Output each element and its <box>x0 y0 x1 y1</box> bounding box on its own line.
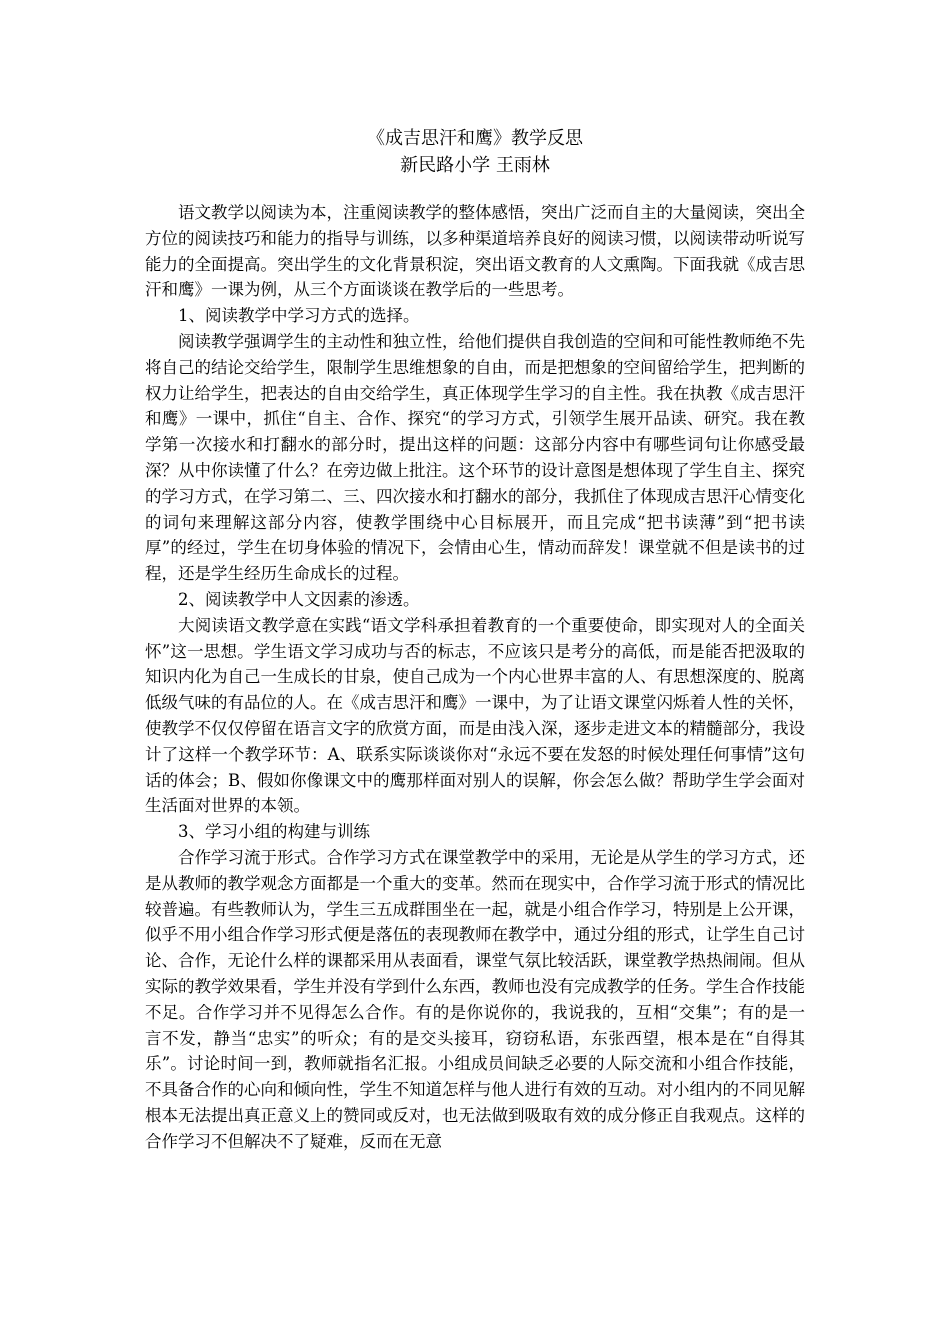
page-title: 《成吉思汗和鹰》教学反思 <box>367 128 583 149</box>
author-line: 新民路小学 王雨林 <box>400 155 550 176</box>
intro-paragraph: 语文教学以阅读为本，注重阅读教学的整体感悟，突出广泛而自主的大量阅读，突出全方位的阅读技巧和能力的指导与训练，以多种渠道培养良好的阅读习惯，以阅读带动听说写能力的全面提高。突出学生的文化背景积淀，突出语文教育的人文熏陶。下面我就《成吉思汗和鹰》一课为例，从三个方面谈谈在教学后的一些思考。 <box>145 203 805 300</box>
document-body <box>145 200 805 1154</box>
section-heading-3: 3、学习小组的构建与训练 <box>178 822 370 842</box>
section-1-paragraph: 阅读教学强调学生的主动性和独立性，给他们提供自我创造的空间和可能性教师绝不先将自己的结论交给学生，限制学生思维想象的自由，而是把想象的空间留给学生，把判断的权力让给学生，把表达的自由交给学生，真正体现学生学习的自主性。我在执教《成吉思汗和鹰》一课中，抓住“自主、合作、探究“的学习方式，引领学生展开品读、研究。我在教学第一次接水和打翻水的部分时，提出这样的问题：这部分内容中有哪些词句让你感受最深？从中你读懂了什么？在旁边做上批注。这个环节的设计意图是想体现了学生自主、探究的学习方式，在学习第二、三、四次接水和打翻水的部分，我抓住了体现成吉思汗心情变化的词句来理解这部分内容，使教学围绕中心目标展开，而且完成“把书读薄”到“把书读厚”的经过，学生在切身体验的情况下，会情由心生，情动而辞发！课堂就不但是读书的过程，还是学生经历生命成长的过程。 <box>145 331 805 584</box>
section-3-paragraph: 合作学习流于形式。合作学习方式在课堂教学中的采用，无论是从学生的学习方式，还是从教师的教学观念方面都是一个重大的变革。然而在现实中，合作学习流于形式的情况比较普遍。有些教师认为，学生三五成群围坐在一起，就是小组合作学习，特别是上公开课，似乎不用小组合作学习形式便是落伍的表现教师在教学中，通过分组的形式，让学生自己讨论、合作，无论什么样的课都采用从表面看，课堂气氛比较活跃，课堂教学热热闹闹。但从实际的教学效果看，学生并没有学到什么东西，教师也没有完成教学的任务。学生合作技能不足。合作学习并不见得怎么合作。有的是你说你的，我说我的，互相“交集”；有的是一言不发，静当“忠实”的听众；有的是交头接耳，窃窃私语，东张西望，根本是在“自得其乐”。讨论时间一到，教师就指名汇报。小组成员间缺乏必要的人际交流和小组合作技能，不具备合作的心向和倾向性，学生不知道怎样与他人进行有效的互动。对小组内的不同见解根本无法提出真正意义上的赞同或反对，也无法做到吸取有效的成分修正自我观点。这样的合作学习不但解决不了疑难，反而在无意 <box>145 847 805 1151</box>
section-heading-1: 1、阅读教学中学习方式的选择。 <box>178 306 420 326</box>
section-heading-2: 2、阅读教学中人文因素的渗透。 <box>178 589 420 609</box>
section-2-paragraph: 大阅读语文教学意在实践“语文学科承担着教育的一个重要使命，即实现对人的全面关怀”这一思想。学生语文学习成功与否的标志，不应该只是考分的高低，而是能否把汲取的知识内化为自己一生成长的甘泉，使自己成为一个内心世界丰富的人、有思想深度的、脱离低级气味的有品位的人。在《成吉思汗和鹰》一课中，为了让语文课堂闪烁着人性的关怀，使教学不仅仅停留在语言文字的欣赏方面，而是由浅入深，逐步走进文本的精髓部分，我设计了这样一个教学环节：A、联系实际谈谈你对“永远不要在发怒的时候处理任何事情”这句话的体会；B、假如你像课文中的鹰那样面对别人的误解，你会怎么做？帮助学生学会面对生活面对世界的本领。 <box>145 615 805 816</box>
